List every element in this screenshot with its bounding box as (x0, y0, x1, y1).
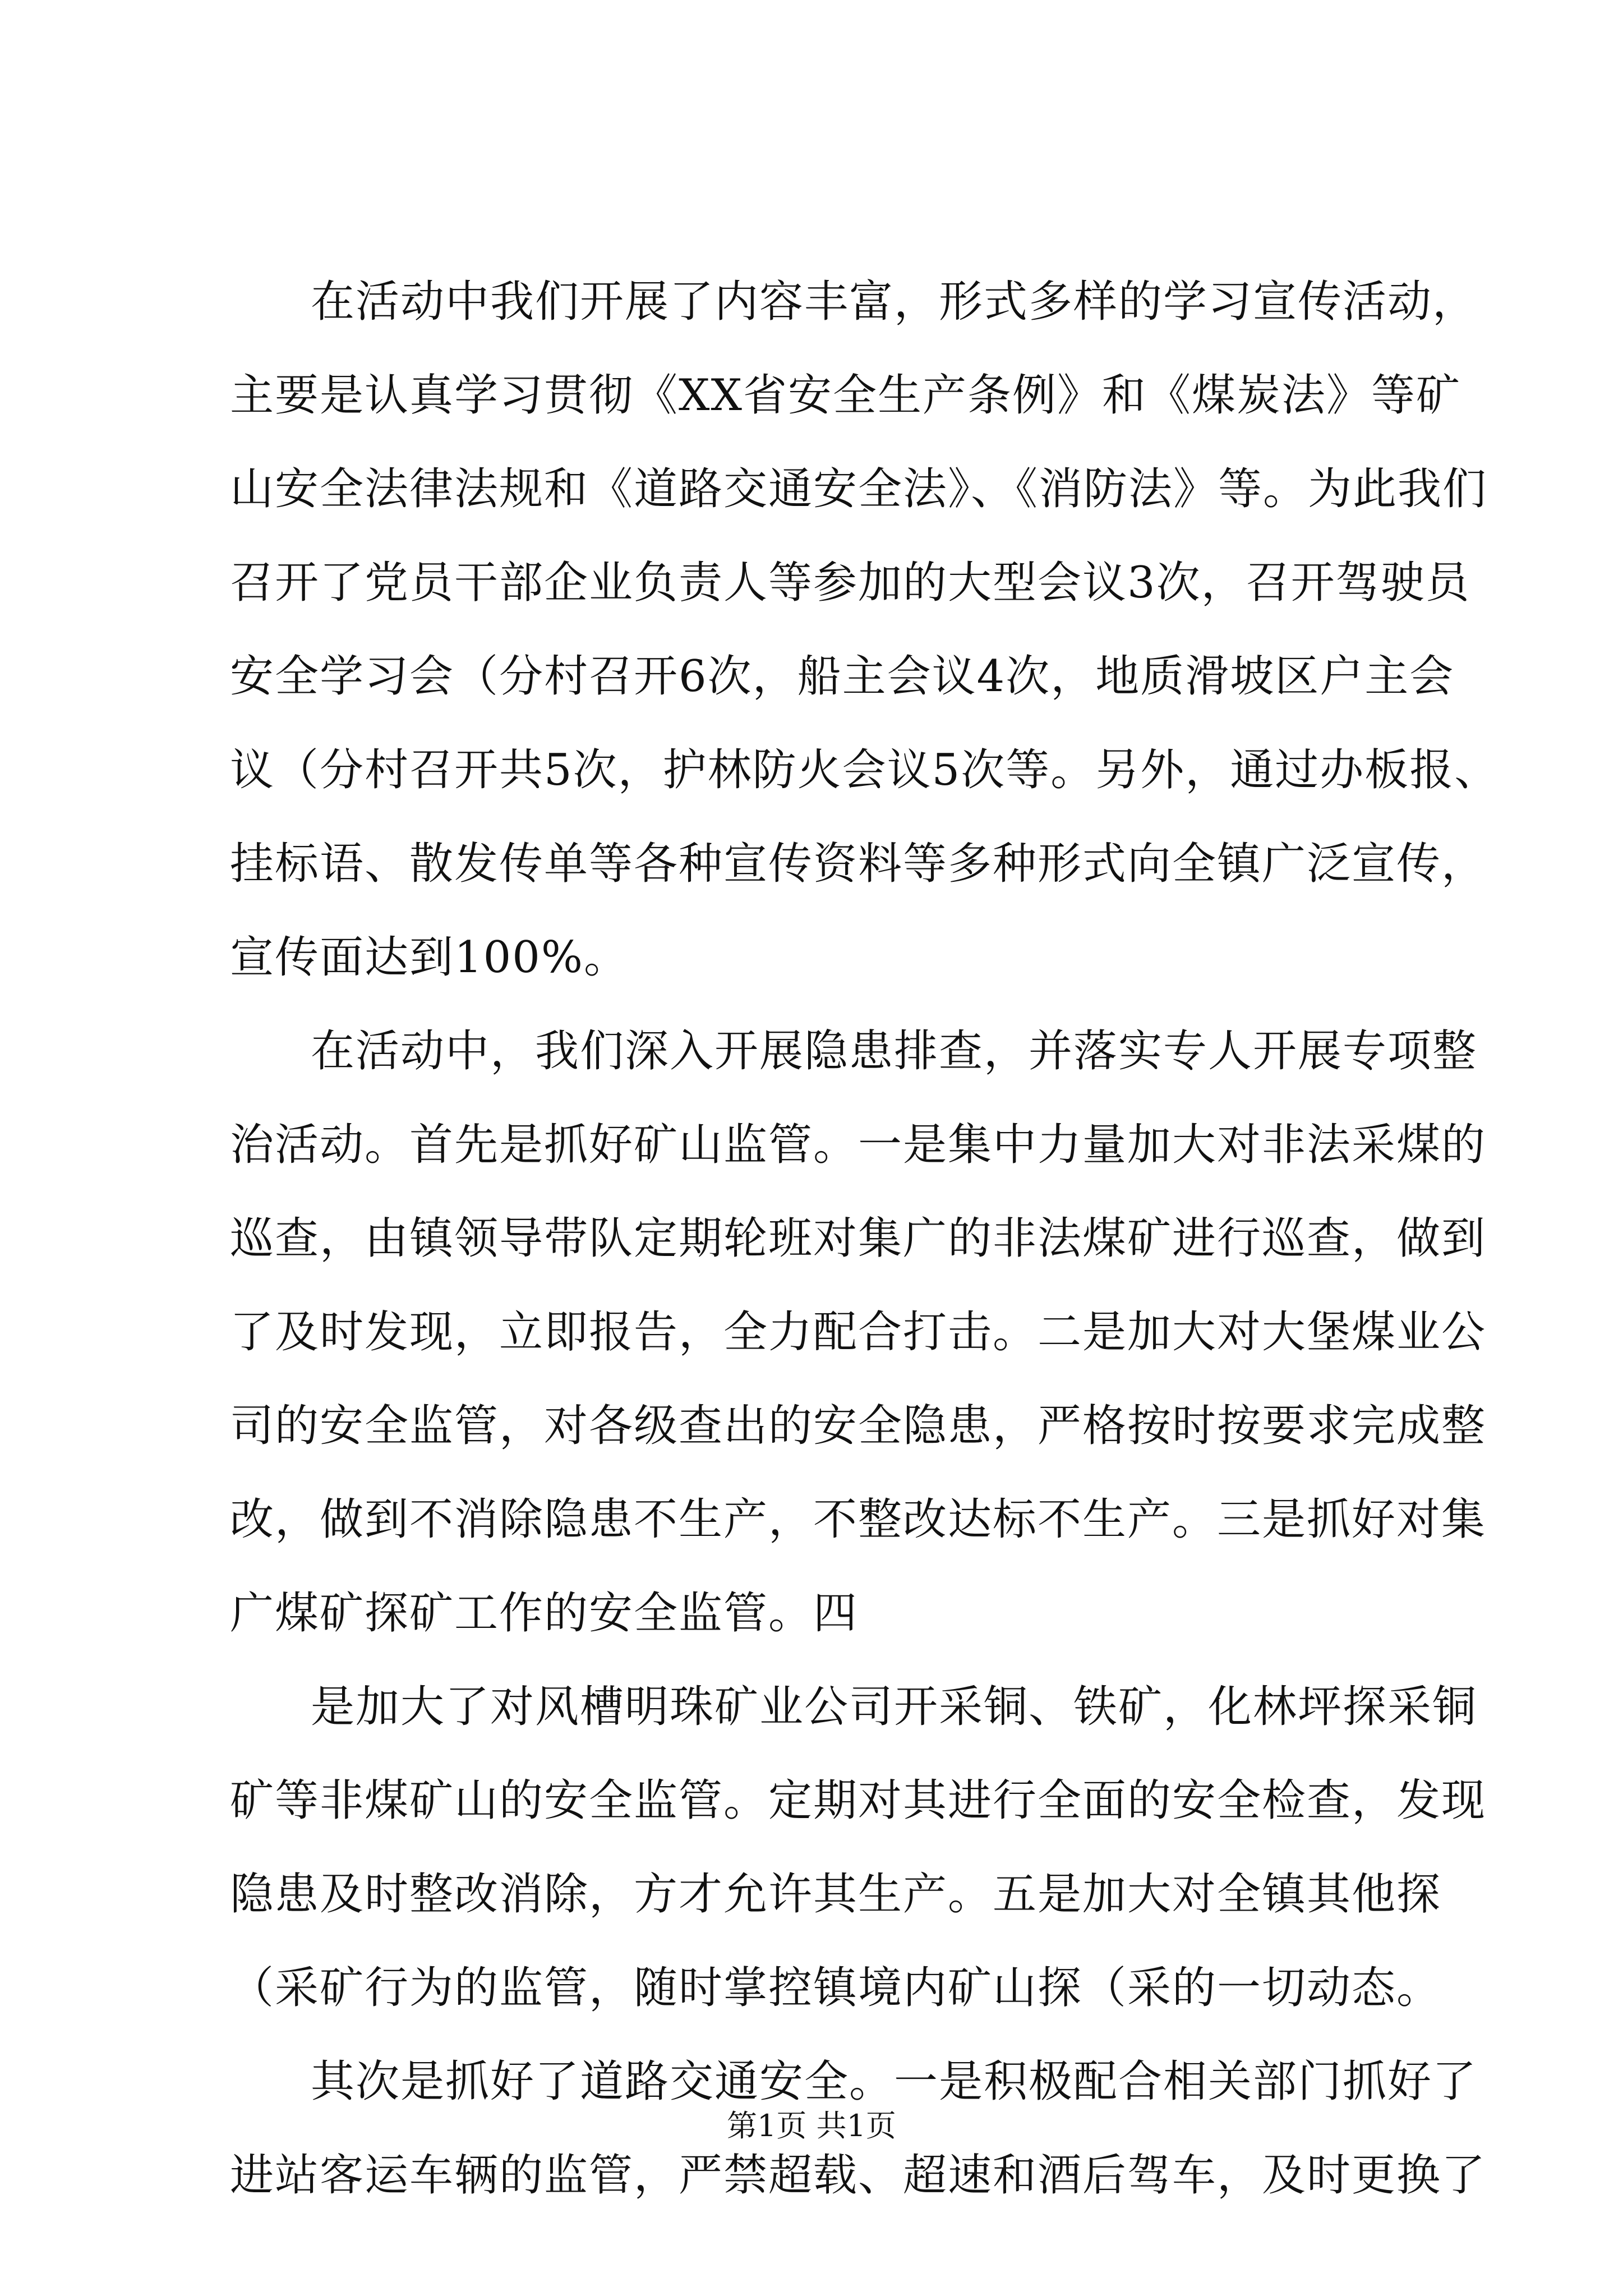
text-line: 宣传面达到100%。 (230, 932, 629, 983)
text-line: 巡查，由镇领导带队定期轮班对集广的非法煤矿进行巡查，做到 (230, 1213, 1487, 1264)
text-line: 议（分村召开共5次，护林防火会议5次等。另外，通过办板报、 (230, 745, 1500, 795)
paragraph-3 (230, 1660, 1487, 2035)
text-line: 召开了党员干部企业负责人等参加的大型会议3次，召开驾驶员 (230, 558, 1470, 608)
paragraph-1 (230, 255, 1500, 1005)
page-number-footer: 第1页 共1页 (727, 2108, 896, 2143)
text-line: 治活动。首先是抓好矿山监管。一是集中力量加大对非法采煤的 (230, 1120, 1487, 1170)
text-line: 矿等非煤矿山的安全监管。定期对其进行全面的安全检查，发现 (230, 1775, 1487, 1826)
text-line: 主要是认真学习贯彻《XX省安全生产条例》和《煤炭法》等矿 (230, 370, 1461, 421)
text-line: 在活动中，我们深入开展隐患排查，并落实专人开展专项整 (311, 1026, 1478, 1076)
text-line: 改，做到不消除隐患不生产，不整改达标不生产。三是抓好对集 (230, 1494, 1487, 1545)
text-line: 了及时发现，立即报告，全力配合打击。二是加大对大堡煤业公 (230, 1307, 1487, 1358)
text-line: 山安全法律法规和《道路交通安全法》、《消防法》等。为此我们 (230, 464, 1488, 514)
document-body (230, 255, 1500, 2223)
text-line: 进站客运车辆的监管，严禁超载、超速和酒后驾车，及时更换了 (230, 2150, 1487, 2201)
text-line: 广煤矿探矿工作的安全监管。四 (230, 1588, 859, 1639)
text-line: 挂标语、散发传单等各种宣传资料等多种形式向全镇广泛宣传， (230, 839, 1487, 889)
text-line: 隐患及时整改消除，方才允许其生产。五是加大对全镇其他探 (230, 1869, 1442, 1920)
text-line: （采矿行为的监管，随时掌控镇境内矿山探（采的一切动态。 (230, 1963, 1442, 2013)
text-line: 司的安全监管，对各级查出的安全隐患，严格按时按要求完成整 (230, 1401, 1487, 1451)
text-line: 其次是抓好了道路交通安全。一是积极配合相关部门抓好了 (311, 2056, 1478, 2107)
text-line: 是加大了对风槽明珠矿业公司开采铜、铁矿，化林坪探采铜 (311, 1682, 1478, 1732)
paragraph-2 (230, 1005, 1487, 1660)
text-line: 在活动中我们开展了内容丰富，形式多样的学习宣传活动， (311, 277, 1478, 327)
text-line: 安全学习会（分村召开6次，船主会议4次，地质滑坡区户主会 (230, 651, 1455, 702)
